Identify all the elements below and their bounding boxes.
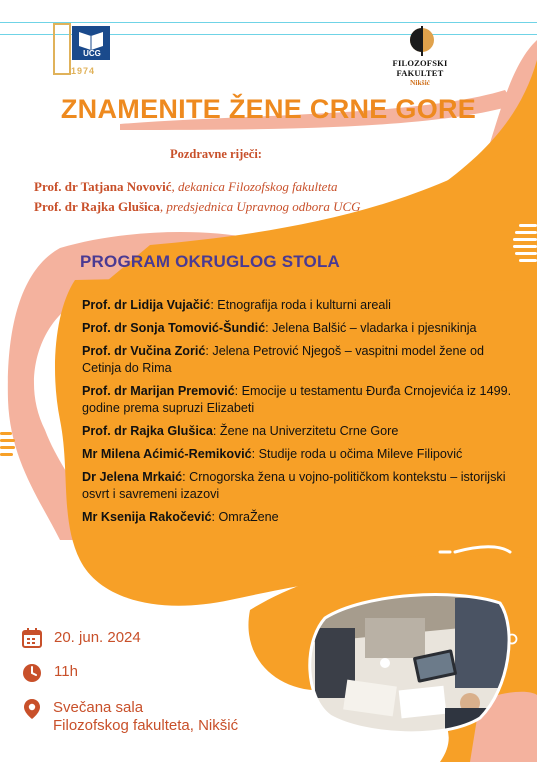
greeting-name: Prof. dr Tatjana Novović — [34, 179, 172, 194]
meeting-photo — [305, 588, 513, 738]
speaker-item — [82, 383, 522, 417]
greetings-heading: Pozdravne riječi: — [170, 147, 262, 161]
speaker-topic: : Jelena Balšić – vladarka i pjesnikinja — [265, 321, 477, 335]
speaker-name: Prof. dr Marijan Premović — [82, 384, 235, 398]
faculty-name: FILOZOFSKI FAKULTET — [392, 58, 448, 78]
speaker-item — [82, 509, 522, 526]
greeting-name: Prof. dr Rajka Glušica — [34, 199, 160, 214]
program-heading: PROGRAM OKRUGLOG STOLA — [80, 252, 341, 271]
speaker-name: Prof. dr Vučina Zorić — [82, 344, 206, 358]
page-title: ZNAMENITE ŽENE CRNE GORE — [60, 94, 477, 124]
speaker-name: Prof. dr Lidija Vujačić — [82, 298, 211, 312]
speaker-topic: : Emocije u testamentu Đurđa Crnojevića iz 1499. godine prema supruzi Elizabeti — [82, 384, 512, 415]
location-pin-icon — [23, 698, 41, 720]
clock-icon — [22, 663, 42, 683]
speaker-topic: : Žene na Univerzitetu Crne Gore — [212, 424, 399, 438]
speakers-list — [82, 297, 522, 532]
speaker-topic: : Studije roda u očima Mileve Filipović — [251, 447, 463, 461]
ucg-logo-icon — [52, 22, 112, 80]
speaker-topic: : Crnogorska žena u vojno-političkom kontekstu – istorijski osvrt i savremeni izazovi — [82, 470, 506, 501]
greeting-line — [34, 179, 338, 195]
ucg-logo-year: 1974 — [71, 66, 96, 76]
speaker-item — [82, 297, 522, 314]
speaker-item — [82, 320, 522, 337]
speaker-topic: : OmraŽene — [211, 510, 279, 524]
speaker-name: Mr Ksenija Rakočević — [82, 510, 212, 524]
speaker-item — [82, 423, 522, 440]
speaker-item — [82, 343, 522, 377]
venue-line2: Filozofskog fakulteta, Nikšić — [53, 717, 239, 734]
calendar-icon — [22, 628, 42, 648]
speaker-name: Mr Milena Aćimić-Remiković — [82, 447, 252, 461]
venue-line1: Svečana sala — [53, 699, 144, 716]
speaker-name: Prof. dr Sonja Tomović-Šundić — [82, 321, 266, 335]
greeting-line — [34, 199, 361, 215]
date-text: 20. jun. 2024 — [54, 629, 141, 646]
speaker-topic: : Etnografija roda i kulturni areali — [210, 298, 391, 312]
faculty-logo — [370, 26, 470, 86]
speaker-item — [82, 446, 522, 463]
speaker-name: Dr Jelena Mrkaić — [82, 470, 183, 484]
speaker-name: Prof. dr Rajka Glušica — [82, 424, 213, 438]
faculty-logo-icon — [403, 26, 437, 56]
time-text: 11h — [54, 663, 78, 680]
faculty-city: Nikšić — [409, 78, 430, 87]
speaker-item — [82, 469, 522, 503]
greeting-role: , predsjednica Upravnog odbora UCG — [159, 199, 361, 214]
greeting-role: , dekanica Filozofskog fakulteta — [171, 179, 338, 194]
ucg-logo-text: UCG — [83, 49, 101, 58]
speaker-topic: : Jelena Petrović Njegoš – vaspitni model žene od Cetinja do Rima — [82, 344, 485, 375]
